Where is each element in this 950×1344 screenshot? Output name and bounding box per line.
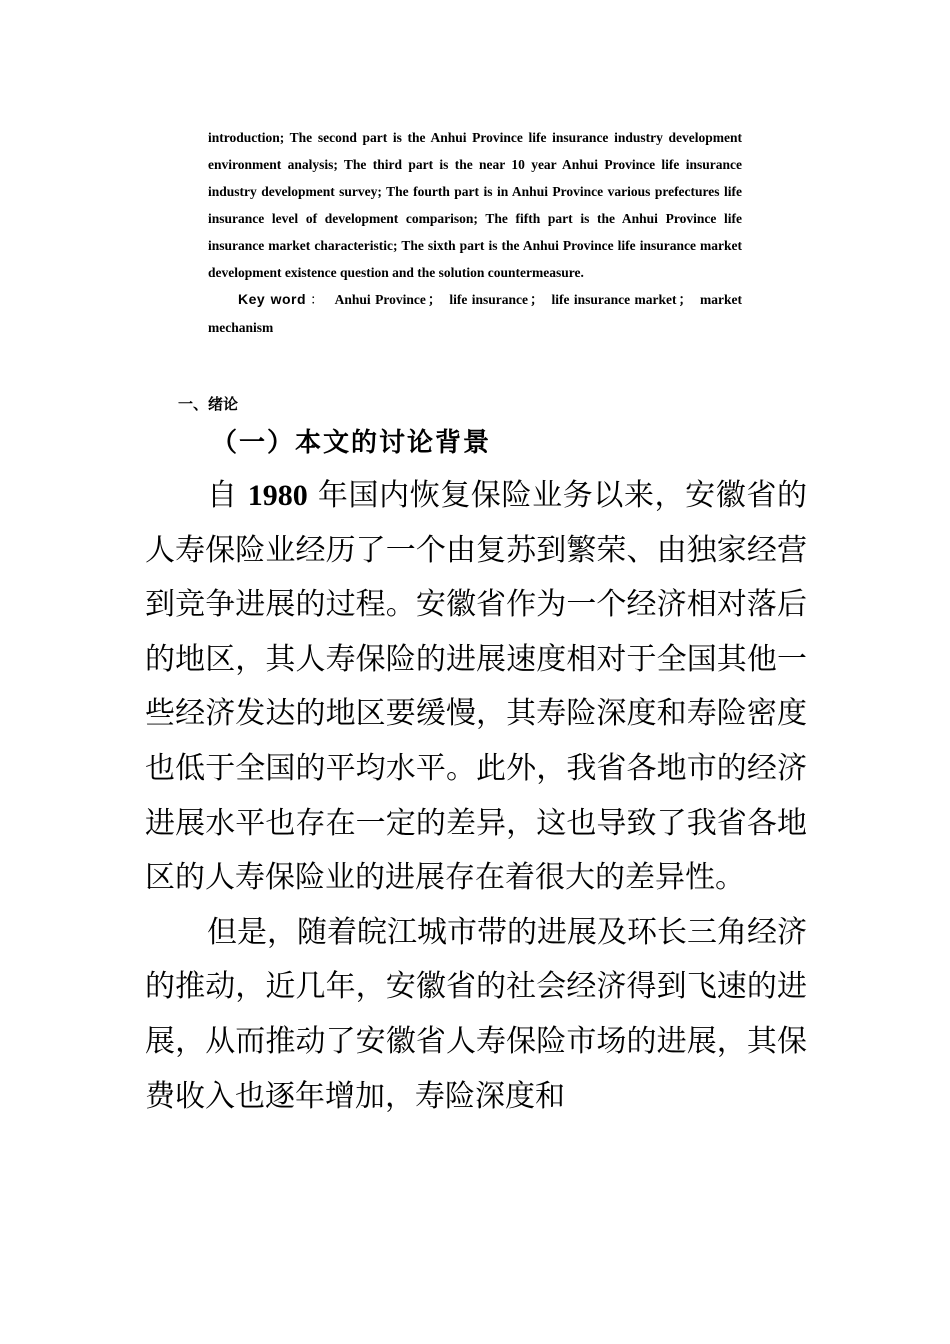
- keyword-item: life insurance market: [551, 292, 677, 307]
- paragraph: 但是，随着皖江城市带的进展及环长三角经济的推动，近几年，安徽省的社会经济得到飞速的进展，从而推动了安徽省人寿保险市场的进展，其保费收入也逐年增加，寿险深度和: [145, 914, 807, 1114]
- abstract-block: [208, 124, 742, 341]
- paragraph-prefix: 自: [207, 478, 248, 513]
- body-text: [145, 469, 807, 1124]
- keyword-label: Key word: [238, 291, 307, 307]
- keyword-item: market mechanism: [208, 292, 743, 335]
- keyword-separator: ：: [309, 292, 325, 308]
- year-number: 1980: [247, 479, 308, 512]
- keyword-item: Anhui Province: [334, 292, 426, 307]
- keyword-item-separator: ；: [427, 292, 442, 307]
- keyword-item: life insurance: [449, 292, 528, 307]
- keywords-line: [208, 286, 742, 341]
- paragraph: [145, 469, 807, 906]
- section-heading: 一、绪论: [178, 395, 239, 413]
- abstract-text: introduction; The second part is the Anhui Province life insurance industry development environment analysis; The third part is the near 10 year Anhui Province life insurance industry development survey; The fourth part is in Anhui Province various prefectures life insurance level of development comparison; The fifth part is the Anhui Province life insurance market characteristic; The sixth part is the Anhui Province life insurance market development existence question and the solution countermeasure.: [208, 130, 742, 280]
- keyword-item-separator: ；: [529, 292, 544, 307]
- keyword-item-separator: ；: [678, 292, 693, 307]
- paragraph-text: 年国内恢复保险业务以来，安徽省的人寿保险业经历了一个由复苏到繁荣、由独家经营到竞争进展的过程。安徽省作为一个经济相对落后的地区，其人寿保险的进展速度相对于全国其他一些经济发达的地区要缓慢，其寿险深度和寿险密度也低于全国的平均水平。此外，我省各地市的经济进展水平也存在一定的差异，这也导致了我省各地区的人寿保险业的进展存在着很大的差异性。: [145, 478, 807, 896]
- section-subheading: （一）本文的讨论背景: [211, 428, 492, 458]
